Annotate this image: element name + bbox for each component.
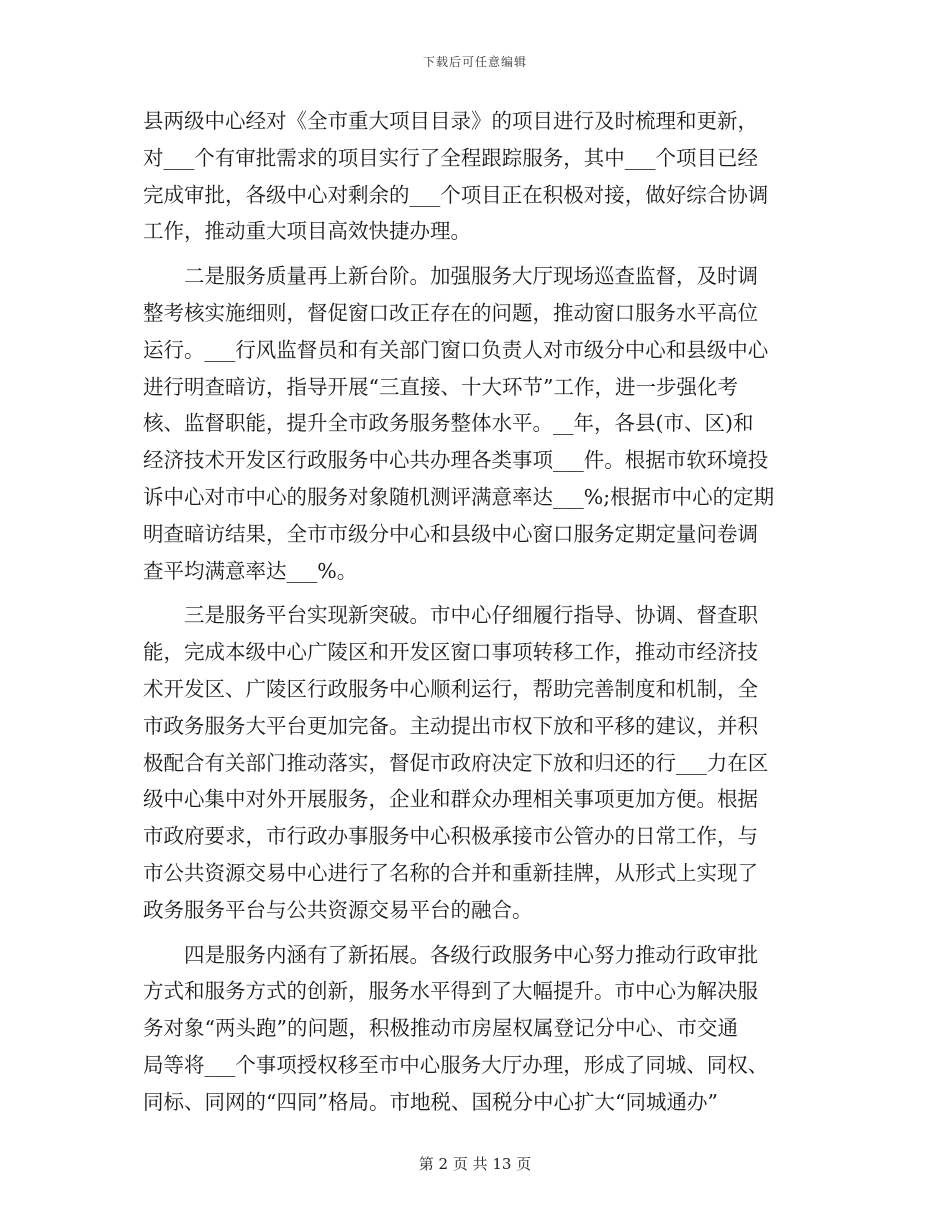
text-line: 诉中心对市中心的服务对象随机测评满意率达___%;根据市中心的定期 <box>143 484 775 509</box>
text-line: 局等将___个事项授权移至市中心服务大厅办理，形成了同城、同权、 <box>143 1052 769 1077</box>
text-line: 对___个有审批需求的项目实行了全程跟踪服务，其中___个项目已经 <box>143 145 758 170</box>
text-line: 四是服务内涵有了新拓展。各级行政服务中心努力推动行政审批 <box>143 942 758 967</box>
paragraph <box>143 937 813 1121</box>
page-header: 下载后可任意编辑 <box>422 55 527 69</box>
paragraph <box>143 258 813 589</box>
text-line: 极配合有关部门推动落实，督促市政府决定下放和归还的行___力在区 <box>143 750 769 775</box>
text-line: 务对象“两头跑”的问题，积极推动市房屋权属登记分中心、市交通 <box>143 1016 738 1041</box>
text-line: 核、监督职能，提升全市政务服务整体水平。__年，各县(市、区)和 <box>143 411 754 436</box>
text-line: 三是服务平台实现新突破。市中心仔细履行指导、协调、督查职 <box>143 603 758 628</box>
text-line: 整考核实施细则，督促窗口改正存在的问题，推动窗口服务水平高位 <box>143 300 758 325</box>
text-line: 术开发区、广陵区行政服务中心顺利运行，帮助完善制度和机制，全 <box>143 676 758 701</box>
document-body <box>143 103 813 1121</box>
text-line: 级中心集中对外开展服务，企业和群众办理相关事项更加方便。根据 <box>143 787 758 812</box>
text-line: 明查暗访结果，全市市级分中心和县级中心窗口服务定期定量问卷调 <box>143 521 758 546</box>
text-line: 市公共资源交易中心进行了名称的合并和重新挂牌，从形式上实现了 <box>143 860 758 885</box>
text-line: 县两级中心经对《全市重大项目目录》的项目进行及时梳理和更新， <box>143 109 758 133</box>
text-line: 市政府要求，市行政办事服务中心积极承接市公管办的日常工作，与 <box>143 824 758 849</box>
page-number: 第 2 页 共 13 页 <box>418 1155 532 1173</box>
paragraph <box>143 103 813 250</box>
text-line: 政务服务平台与公共资源交易平台的融合。 <box>143 897 533 922</box>
text-line: 查平均满意率达___%。 <box>143 558 358 583</box>
text-line: 市政务服务大平台更加完备。主动提出市权下放和平移的建议，并积 <box>143 713 758 738</box>
text-line: 运行。___行风监督员和有关部门窗口负责人对市级分中心和县级中心 <box>143 337 769 362</box>
text-line: 工作，推动重大项目高效快捷办理。 <box>143 219 471 244</box>
text-line: 同标、同网的“四同”格局。市地税、国税分中心扩大“同城通办” <box>143 1089 718 1114</box>
text-line: 进行明查暗访，指导开展“三直接、十大环节”工作，进一步强化考 <box>143 374 738 399</box>
text-line: 能，完成本级中心广陵区和开发区窗口事项转移工作，推动市经济技 <box>143 640 758 665</box>
text-line: 二是服务质量再上新台阶。加强服务大厅现场巡查监督，及时调 <box>143 264 758 289</box>
text-line: 经济技术开发区行政服务中心共办理各类事项___件。根据市软环境投 <box>143 448 769 473</box>
paragraph <box>143 597 813 928</box>
text-line: 方式和服务方式的创新，服务水平得到了大幅提升。市中心为解决服 <box>143 979 758 1004</box>
text-line: 完成审批，各级中心对剩余的___个项目正在积极对接，做好综合协调 <box>143 182 769 207</box>
